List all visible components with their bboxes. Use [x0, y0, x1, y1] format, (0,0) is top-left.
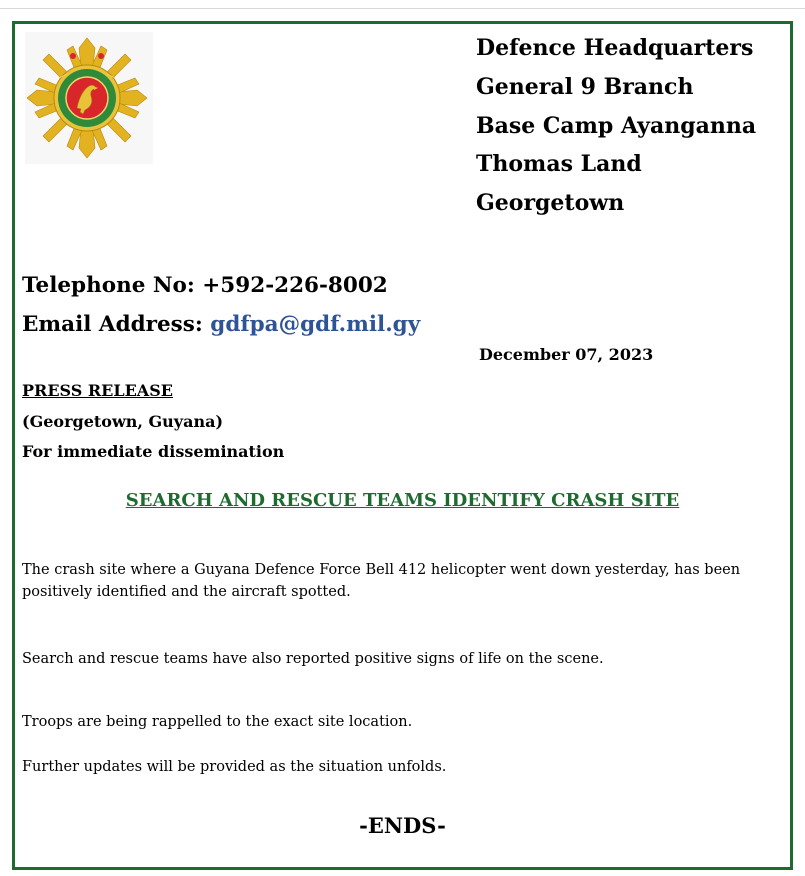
body-paragraph: Further updates will be provided as the situation unfolds.: [22, 759, 447, 775]
body-paragraph: The crash site where a Guyana Defence Force Bell 412 helicopter went down yesterday, has been positively identified and the aircraft spotted.: [22, 562, 741, 600]
email-label: Email Address:: [22, 311, 203, 337]
email-line: [22, 306, 420, 345]
address-line: Thomas Land: [476, 151, 642, 178]
ends-marker: -ENDS-: [359, 813, 446, 838]
press-release-frame: [12, 21, 793, 870]
dateline-location: (Georgetown, Guyana): [22, 411, 224, 431]
press-release-label: PRESS RELEASE: [22, 381, 173, 400]
email-link[interactable]: gdfpa@gdf.mil.gy: [210, 311, 421, 337]
address-line: Defence Headquarters: [476, 35, 754, 61]
body-paragraph: Search and rescue teams have also reported positive signs of life on the scene.: [22, 651, 604, 667]
address-line: Georgetown: [476, 190, 625, 217]
telephone-line: [22, 267, 420, 306]
telephone-number: +592-226-8002: [202, 273, 388, 298]
contact-block: [22, 267, 420, 344]
address-line: General 9 Branch: [476, 73, 694, 100]
body-paragraph: Troops are being rappelled to the exact site location.: [22, 714, 413, 730]
hq-address: [476, 29, 756, 223]
release-meta: [22, 376, 284, 468]
headline: SEARCH AND RESCUE TEAMS IDENTIFY CRASH SITE: [125, 490, 680, 511]
dissemination-note: For immediate dissemination: [22, 442, 285, 461]
gdf-crest-logo: [25, 32, 153, 164]
telephone-label: Telephone No:: [22, 273, 195, 298]
address-line: Base Camp Ayanganna: [476, 112, 757, 139]
release-date: December 07, 2023: [479, 345, 654, 364]
top-divider: [0, 8, 805, 9]
